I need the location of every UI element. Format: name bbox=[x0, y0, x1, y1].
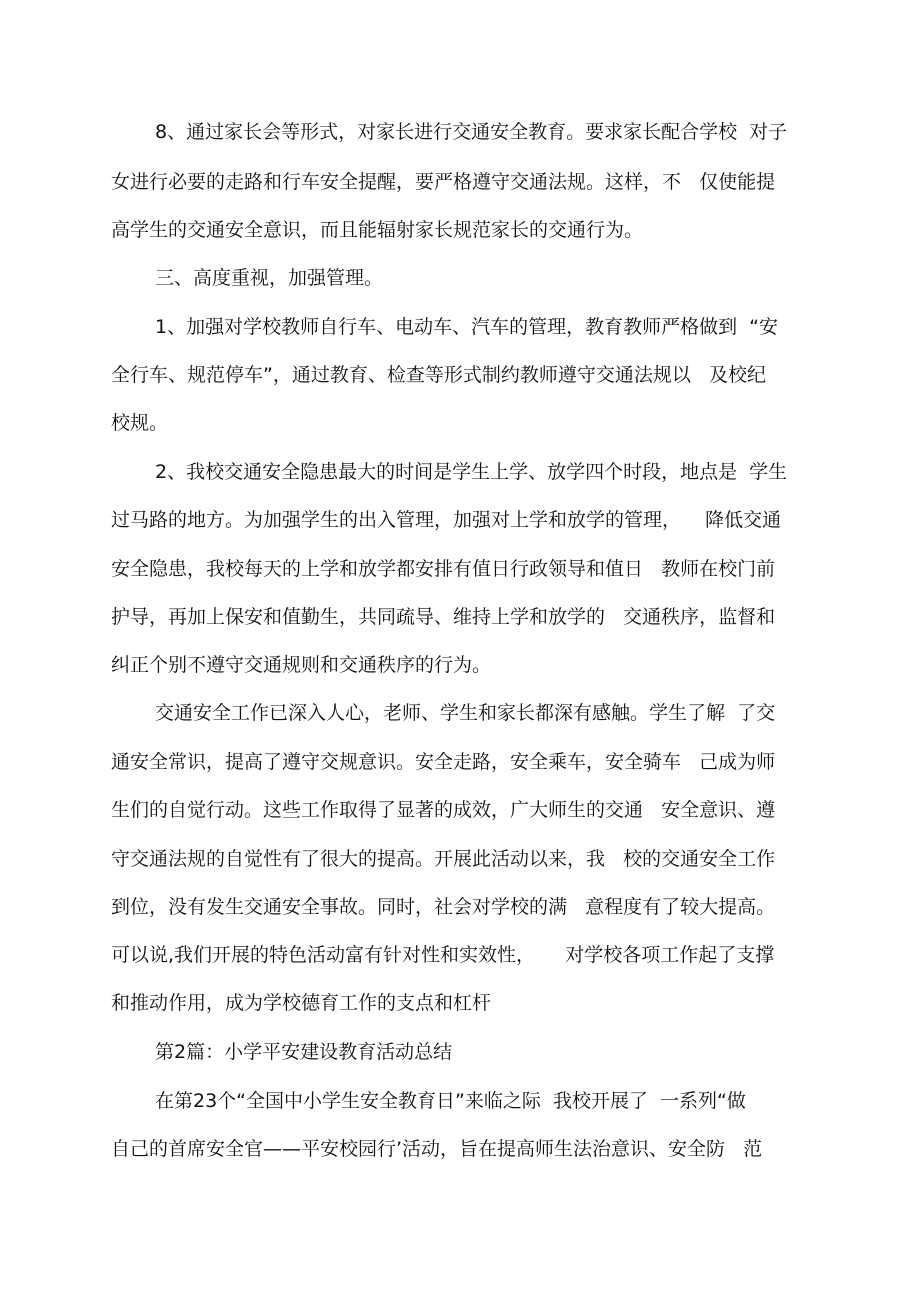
text-line: 2、我校交通安全隐患最大的时间是学生上学、放学四个时段，地点是 学生 bbox=[155, 461, 788, 483]
text-line: 护导，再加上保安和值勤生，共同疏导、维持上学和放学的 交通秩序，监督和 bbox=[111, 606, 776, 628]
text-line: 交通安全工作已深入人心，老师、学生和家长都深有感触。学生了解 了交 bbox=[155, 702, 776, 724]
text-line: 生们的自觉行动。这些工作取得了显著的成效，广大师生的交通 安全意识、遵 bbox=[111, 799, 776, 821]
text-line: 高学生的交通安全意识，而且能辐射家长规范家长的交通行为。 bbox=[111, 219, 644, 241]
text-line: 女进行必要的走路和行车安全提醒，要严格遵守交通法规。这样，不 仅使能提 bbox=[111, 171, 776, 193]
text-line: 和推动作用，成为学校德育工作的支点和杠杆 bbox=[111, 992, 492, 1014]
article-title: 第2篇：小学平安建设教育活动总结 bbox=[155, 1041, 453, 1063]
text-line: 校规。 bbox=[111, 412, 169, 434]
text-line: 到位，没有发生交通安全事故。同时，社会对学校的满 意程度有了较大提高。 bbox=[111, 896, 776, 918]
text-line: 通安全常识，提高了遵守交规意识。安全走路，安全乘车，安全骑车 己成为师 bbox=[111, 751, 776, 773]
text-line: 可以说,我们开展的特色活动富有针对性和实效性， 对学校各项工作起了支撑 bbox=[111, 944, 775, 966]
text-line: 1、加强对学校教师自行车、电动车、汽车的管理，教育教师严格做到 “安 bbox=[155, 316, 779, 338]
text-line: 全行车、规范停车”，通过教育、检查等形式制约教师遵守交通法规以 及校纪 bbox=[111, 364, 766, 386]
text-line: 纠正个别不遵守交通规则和交通秩序的行为。 bbox=[111, 654, 492, 676]
text-line: 安全隐患，我校每天的上学和放学都安排有值日行政领导和值日 教师在校门前 bbox=[111, 558, 776, 580]
text-line: 自己的首席安全官——平安校园行’活动，旨在提高师生法治意识、安全防 范 bbox=[111, 1138, 763, 1160]
text-line: 过马路的地方。为加强学生的出入管理，加强对上学和放学的管理， 降低交通 bbox=[111, 509, 782, 531]
text-line: 8、通过家长会等形式，对家长进行交通安全教育。要求家长配合学校 对子 bbox=[155, 121, 788, 143]
text-line: 守交通法规的自觉性有了很大的提高。开展此活动以来，我 校的交通安全工作 bbox=[111, 848, 776, 870]
section-heading: 三、高度重视，加强管理。 bbox=[155, 267, 384, 289]
text-line: 在第23个“全国中小学生安全教育日”来临之际 我校开展了 一系列“做 bbox=[155, 1090, 746, 1112]
